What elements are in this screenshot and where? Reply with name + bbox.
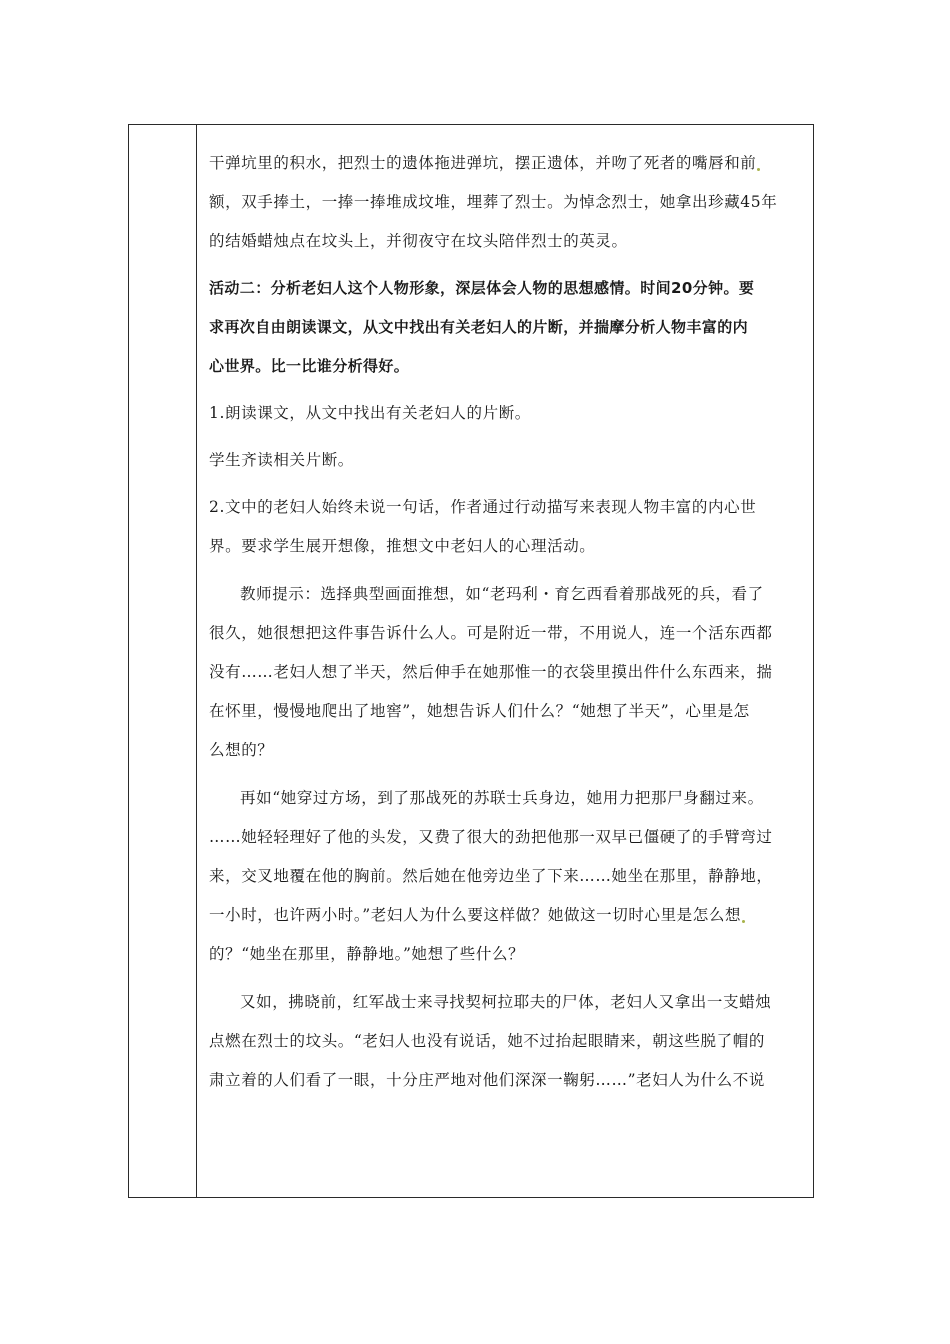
step-one-note [209, 441, 799, 480]
line-text: 很久，她很想把这件事告诉什么人。可是附近一带，不用说人，连一个活东西都 [209, 624, 773, 642]
line-text: 教师提示：选择典型画面推想，如“老玛利・育乞西看着那战死的兵，看了 [240, 585, 764, 603]
lesson-table [128, 124, 814, 1198]
line-text: 界。要求学生展开想像，推想文中老妇人的心理活动。 [209, 537, 596, 555]
line-text: 么想的？ [209, 741, 274, 759]
example-two [209, 779, 799, 974]
line-text: 又如，拂晓前，红军战士来寻找契柯拉耶夫的尸体，老妇人又拿出一支蜡烛 [240, 993, 772, 1011]
line-text: 的结婚蜡烛点在坟头上，并彻夜守在坟头陪伴烈士的英灵。 [209, 232, 628, 250]
line-text: 没有……老妇人想了半天，然后伸手在她那惟一的衣袋里摸出件什么东西来，揣 [209, 663, 773, 681]
line-text: 干弹坑里的积水，把烈士的遗体拖进弹坑，摆正遗体，并吻了死者的嘴唇和前 [209, 154, 757, 172]
line-text: 的？“她坐在那里，静静地。”她想了些什么？ [209, 945, 525, 963]
line-text: 1.朗读课文，从文中找出有关老妇人的片断。 [209, 404, 531, 422]
line-text: 活动二：分析老妇人这个人物形象，深层体会人物的思想感情。时间20分钟。要 [209, 279, 755, 297]
step-two [209, 488, 799, 566]
content-cell [197, 125, 813, 1197]
line-text: 在怀里，慢慢地爬出了地窖”，她想告诉人们什么？“她想了半天”，心里是怎 [209, 702, 750, 720]
line-text: 心世界。比一比谁分析得好。 [209, 357, 410, 375]
line-text: 求再次自由朗读课文，从文中找出有关老妇人的片断，并揣摩分析人物丰富的内 [209, 318, 749, 336]
line-text: 点燃在烈士的坟头。“老妇人也没有说话，她不过抬起眼睛来，朝这些脱了帽的 [209, 1032, 765, 1050]
teacher-hint [209, 575, 799, 770]
line-text: 学生齐读相关片断。 [209, 451, 354, 469]
activity-two-heading [209, 269, 799, 386]
step-one [209, 394, 799, 433]
line-text: 来，交叉地覆在他的胸前。然后她在他旁边坐了下来……她坐在那里，静静地， [209, 867, 773, 885]
edit-mark [742, 920, 745, 923]
line-text: ……她轻轻理好了他的头发，又费了很大的劲把他那一双早已僵硬了的手臂弯过 [209, 828, 773, 846]
line-text: 额，双手捧土，一捧一捧堆成坟堆，埋葬了烈士。为悼念烈士，她拿出珍藏45年 [209, 193, 778, 211]
line-text: 2.文中的老妇人始终未说一句话，作者通过行动描写来表现人物丰富的内心世 [209, 498, 757, 516]
line-text: 再如“她穿过方场，到了那战死的苏联士兵身边，她用力把那尸身翻过来。 [240, 789, 764, 807]
line-text: 一小时，也许两小时。”老妇人为什么要这样做？她做这一切时心里是怎么想 [209, 906, 742, 924]
line-text: 肃立着的人们看了一眼，十分庄严地对他们深深一鞠躬……”老妇人为什么不说 [209, 1071, 765, 1089]
example-three [209, 983, 799, 1100]
paragraph-burial [209, 144, 799, 261]
edit-mark [757, 168, 760, 171]
